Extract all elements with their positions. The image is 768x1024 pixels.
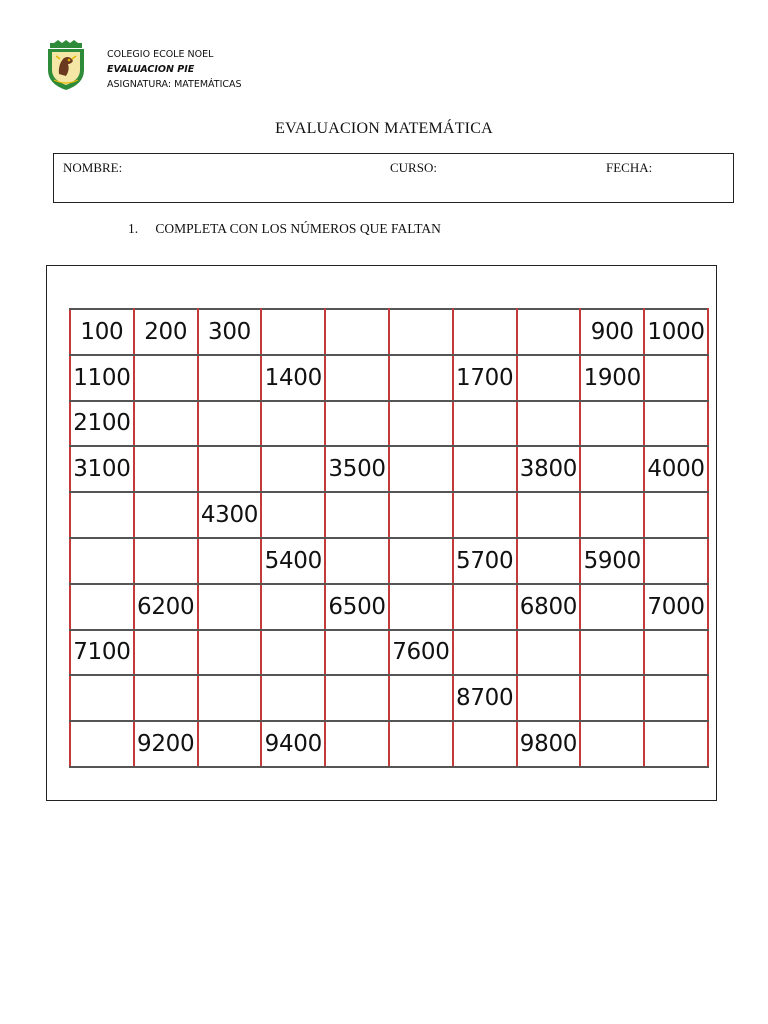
grid-cell-number: 1700 bbox=[453, 355, 517, 401]
grid-cell-blank[interactable] bbox=[453, 446, 517, 492]
grid-cell-blank[interactable] bbox=[453, 401, 517, 447]
grid-cell-blank[interactable] bbox=[325, 675, 389, 721]
grid-cell-blank[interactable] bbox=[389, 446, 453, 492]
grid-cell-blank[interactable] bbox=[198, 401, 262, 447]
grid-cell-number: 100 bbox=[70, 309, 134, 355]
grid-cell-blank[interactable] bbox=[134, 401, 198, 447]
grid-row bbox=[70, 538, 708, 584]
grid-cell-number: 1900 bbox=[580, 355, 644, 401]
grid-cell-blank[interactable] bbox=[580, 446, 644, 492]
subject-line: ASIGNATURA: MATEMÁTICAS bbox=[107, 79, 242, 90]
grid-cell-blank[interactable] bbox=[453, 309, 517, 355]
grid-cell-blank[interactable] bbox=[261, 630, 325, 676]
grid-cell-number: 4300 bbox=[198, 492, 262, 538]
grid-cell-blank[interactable] bbox=[389, 675, 453, 721]
grid-cell-number: 7100 bbox=[70, 630, 134, 676]
grid-cell-blank[interactable] bbox=[644, 492, 708, 538]
grid-row bbox=[70, 446, 708, 492]
grid-cell-number: 8700 bbox=[453, 675, 517, 721]
grid-cell-number: 1100 bbox=[70, 355, 134, 401]
evaluation-program: EVALUACION PIE bbox=[107, 64, 195, 75]
grid-cell-blank[interactable] bbox=[644, 630, 708, 676]
grid-cell-blank[interactable] bbox=[644, 401, 708, 447]
grid-cell-number: 300 bbox=[198, 309, 262, 355]
curso-field[interactable]: CURSO: bbox=[390, 160, 437, 175]
grid-cell-blank[interactable] bbox=[517, 675, 581, 721]
grid-cell-blank[interactable] bbox=[198, 721, 262, 767]
grid-cell-blank[interactable] bbox=[134, 446, 198, 492]
grid-cell-blank[interactable] bbox=[198, 355, 262, 401]
grid-cell-blank[interactable] bbox=[134, 538, 198, 584]
grid-cell-blank[interactable] bbox=[580, 401, 644, 447]
grid-cell-blank[interactable] bbox=[261, 401, 325, 447]
grid-cell-blank[interactable] bbox=[198, 630, 262, 676]
grid-cell-number: 3100 bbox=[70, 446, 134, 492]
grid-cell-blank[interactable] bbox=[580, 675, 644, 721]
grid-cell-blank[interactable] bbox=[517, 309, 581, 355]
grid-row bbox=[70, 355, 708, 401]
grid-cell-blank[interactable] bbox=[580, 492, 644, 538]
grid-cell-blank[interactable] bbox=[325, 309, 389, 355]
grid-cell-blank[interactable] bbox=[198, 584, 262, 630]
grid-cell-blank[interactable] bbox=[261, 584, 325, 630]
student-info-box bbox=[53, 153, 734, 203]
grid-row bbox=[70, 492, 708, 538]
grid-cell-blank[interactable] bbox=[644, 675, 708, 721]
grid-cell-number: 9400 bbox=[261, 721, 325, 767]
grid-cell-number: 900 bbox=[580, 309, 644, 355]
grid-cell-number: 5700 bbox=[453, 538, 517, 584]
document-header bbox=[44, 40, 644, 94]
grid-cell-blank[interactable] bbox=[580, 721, 644, 767]
grid-cell-blank[interactable] bbox=[70, 584, 134, 630]
number-grid-frame bbox=[46, 265, 717, 801]
instruction-number: 1. bbox=[128, 221, 139, 236]
grid-row bbox=[70, 675, 708, 721]
grid-cell-blank[interactable] bbox=[517, 492, 581, 538]
grid-cell-blank[interactable] bbox=[261, 492, 325, 538]
grid-cell-number: 9200 bbox=[134, 721, 198, 767]
grid-cell-blank[interactable] bbox=[517, 401, 581, 447]
grid-cell-blank[interactable] bbox=[134, 630, 198, 676]
grid-cell-blank[interactable] bbox=[70, 492, 134, 538]
grid-cell-blank[interactable] bbox=[198, 538, 262, 584]
grid-cell-blank[interactable] bbox=[325, 630, 389, 676]
grid-cell-number: 3800 bbox=[517, 446, 581, 492]
grid-cell-blank[interactable] bbox=[134, 355, 198, 401]
grid-cell-blank[interactable] bbox=[389, 401, 453, 447]
grid-row bbox=[70, 721, 708, 767]
grid-cell-blank[interactable] bbox=[261, 309, 325, 355]
grid-cell-blank[interactable] bbox=[389, 538, 453, 584]
grid-cell-blank[interactable] bbox=[453, 721, 517, 767]
grid-cell-blank[interactable] bbox=[453, 630, 517, 676]
grid-row bbox=[70, 309, 708, 355]
grid-cell-blank[interactable] bbox=[389, 492, 453, 538]
grid-cell-blank[interactable] bbox=[580, 630, 644, 676]
grid-cell-number: 1400 bbox=[261, 355, 325, 401]
grid-cell-blank[interactable] bbox=[580, 584, 644, 630]
grid-cell-number: 7000 bbox=[644, 584, 708, 630]
grid-cell-number: 2100 bbox=[70, 401, 134, 447]
grid-cell-blank[interactable] bbox=[517, 538, 581, 584]
grid-cell-number: 200 bbox=[134, 309, 198, 355]
grid-cell-number: 6200 bbox=[134, 584, 198, 630]
grid-cell-blank[interactable] bbox=[517, 630, 581, 676]
grid-cell-blank[interactable] bbox=[389, 584, 453, 630]
grid-cell-blank[interactable] bbox=[134, 492, 198, 538]
grid-cell-blank[interactable] bbox=[325, 492, 389, 538]
fecha-field[interactable]: FECHA: bbox=[606, 160, 653, 175]
grid-cell-blank[interactable] bbox=[261, 446, 325, 492]
grid-cell-blank[interactable] bbox=[644, 355, 708, 401]
grid-cell-blank[interactable] bbox=[134, 675, 198, 721]
grid-cell-blank[interactable] bbox=[325, 401, 389, 447]
grid-cell-blank[interactable] bbox=[389, 309, 453, 355]
grid-cell-number: 4000 bbox=[644, 446, 708, 492]
nombre-field[interactable]: NOMBRE: bbox=[63, 160, 123, 175]
grid-cell-blank[interactable] bbox=[325, 355, 389, 401]
grid-cell-blank[interactable] bbox=[325, 721, 389, 767]
grid-cell-blank[interactable] bbox=[198, 446, 262, 492]
grid-cell-blank[interactable] bbox=[70, 538, 134, 584]
grid-cell-number: 1000 bbox=[644, 309, 708, 355]
grid-cell-blank[interactable] bbox=[453, 492, 517, 538]
grid-cell-number: 9800 bbox=[517, 721, 581, 767]
grid-cell-blank[interactable] bbox=[389, 721, 453, 767]
grid-cell-blank[interactable] bbox=[70, 675, 134, 721]
school-name: COLEGIO ECOLE NOEL bbox=[107, 49, 214, 60]
number-grid bbox=[69, 308, 709, 768]
grid-row bbox=[70, 401, 708, 447]
instruction-text: COMPLETA CON LOS NÚMEROS QUE FALTAN bbox=[155, 221, 441, 236]
grid-cell-number: 6800 bbox=[517, 584, 581, 630]
grid-cell-blank[interactable] bbox=[261, 675, 325, 721]
instruction-1 bbox=[128, 221, 441, 237]
grid-cell-blank[interactable] bbox=[644, 721, 708, 767]
page-title: EVALUACION MATEMÁTICA bbox=[275, 120, 493, 137]
grid-cell-blank[interactable] bbox=[453, 584, 517, 630]
grid-cell-number: 7600 bbox=[389, 630, 453, 676]
grid-cell-number: 6500 bbox=[325, 584, 389, 630]
grid-cell-blank[interactable] bbox=[644, 538, 708, 584]
grid-cell-blank[interactable] bbox=[70, 721, 134, 767]
grid-cell-number: 5900 bbox=[580, 538, 644, 584]
grid-cell-blank[interactable] bbox=[517, 355, 581, 401]
grid-row bbox=[70, 630, 708, 676]
grid-row bbox=[70, 584, 708, 630]
school-crest-logo bbox=[44, 40, 88, 92]
grid-cell-blank[interactable] bbox=[389, 355, 453, 401]
grid-cell-number: 5400 bbox=[261, 538, 325, 584]
grid-cell-blank[interactable] bbox=[325, 538, 389, 584]
grid-cell-blank[interactable] bbox=[198, 675, 262, 721]
grid-cell-number: 3500 bbox=[325, 446, 389, 492]
